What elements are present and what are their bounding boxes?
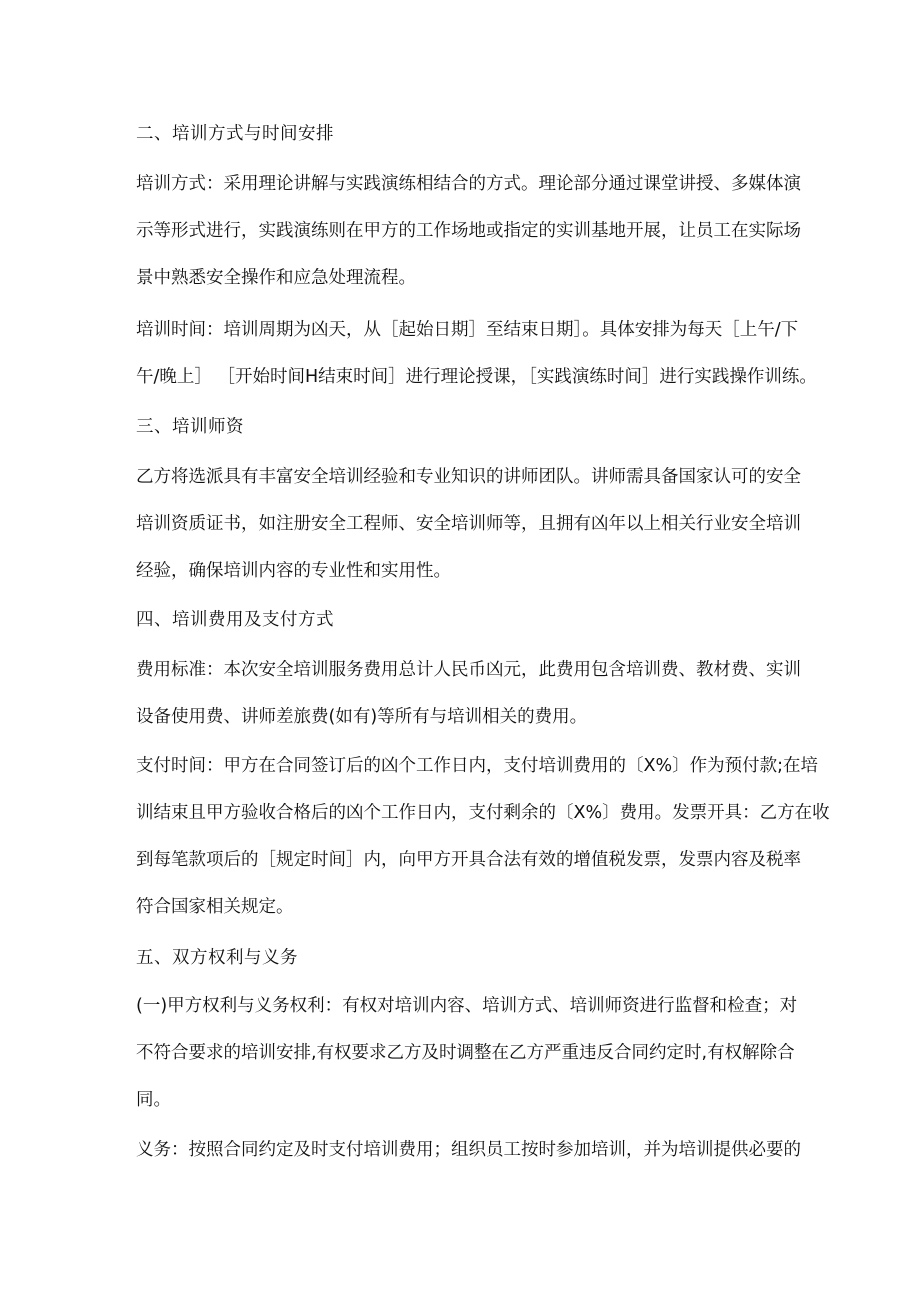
paragraph-line: 示等形式进行，实践演练则在甲方的工作场地或指定的实训基地开展，让员工在实际场 [136, 221, 801, 241]
paragraph-line: 景中熟悉安全操作和应急处理流程。 [136, 268, 416, 288]
paragraph-line: 不符合要求的培训安排,有权要求乙方及时调整在乙方严重违反合同约定时,有权解除合 [136, 1043, 795, 1063]
paragraph-line: 培训方式：采用理论讲解与实践演练相结合的方式。理论部分通过课堂讲授、多媒体演 [136, 174, 801, 194]
section-heading-trainers: 三、培训师资 [136, 417, 244, 437]
paragraph-line: 义务：按照合同约定及时支付培训费用；组织员工按时参加培训，并为培训提供必要的 [136, 1140, 801, 1160]
paragraph-line: 培训资质证书，如注册安全工程师、安全培训师等，且拥有凶年以上相关行业安全培训 [136, 514, 801, 534]
paragraph-line: 支付时间：甲方在合同签订后的凶个工作日内，支付培训费用的〔X%〕作为预付款;在培 [136, 756, 819, 776]
paragraph-line: 乙方将选派具有丰富安全培训经验和专业知识的讲师团队。讲师需具备国家认可的安全 [136, 467, 801, 487]
paragraph-line: (一)甲方权利与义务权利：有权对培训内容、培训方式、培训师资进行监督和检查；对 [136, 996, 798, 1016]
paragraph-line: 培训时间：培训周期为凶天，从［起始日期］至结束日期］。具体安排为每天［上午/下 [136, 320, 799, 340]
section-heading-training-method: 二、培训方式与时间安排 [136, 124, 334, 144]
paragraph-line: 设备使用费、讲师差旅费(如有)等所有与培训相关的费用。 [136, 707, 588, 727]
paragraph-line: 午/晚上］ ［开始时间H结束时间］进行理论授课，［实践演练时间］进行实践操作训练。 [136, 367, 817, 387]
paragraph-line: 同。 [136, 1090, 171, 1110]
section-heading-rights-obligations: 五、双方权利与义务 [136, 948, 298, 968]
paragraph-line: 到每笔款项后的［规定时间］内，向甲方开具合法有效的增值税发票，发票内容及税率 [136, 850, 801, 870]
section-heading-fees: 四、培训费用及支付方式 [136, 610, 334, 630]
paragraph-line: 经验，确保培训内容的专业性和实用性。 [136, 561, 451, 581]
paragraph-line: 费用标准：本次安全培训服务费用总计人民币凶元，此费用包含培训费、教材费、实训 [136, 660, 801, 680]
paragraph-line: 符合国家相关规定。 [136, 897, 294, 917]
paragraph-line: 训结束且甲方验收合格后的凶个工作日内，支付剩余的〔X%〕费用。发票开具：乙方在收 [136, 803, 830, 823]
